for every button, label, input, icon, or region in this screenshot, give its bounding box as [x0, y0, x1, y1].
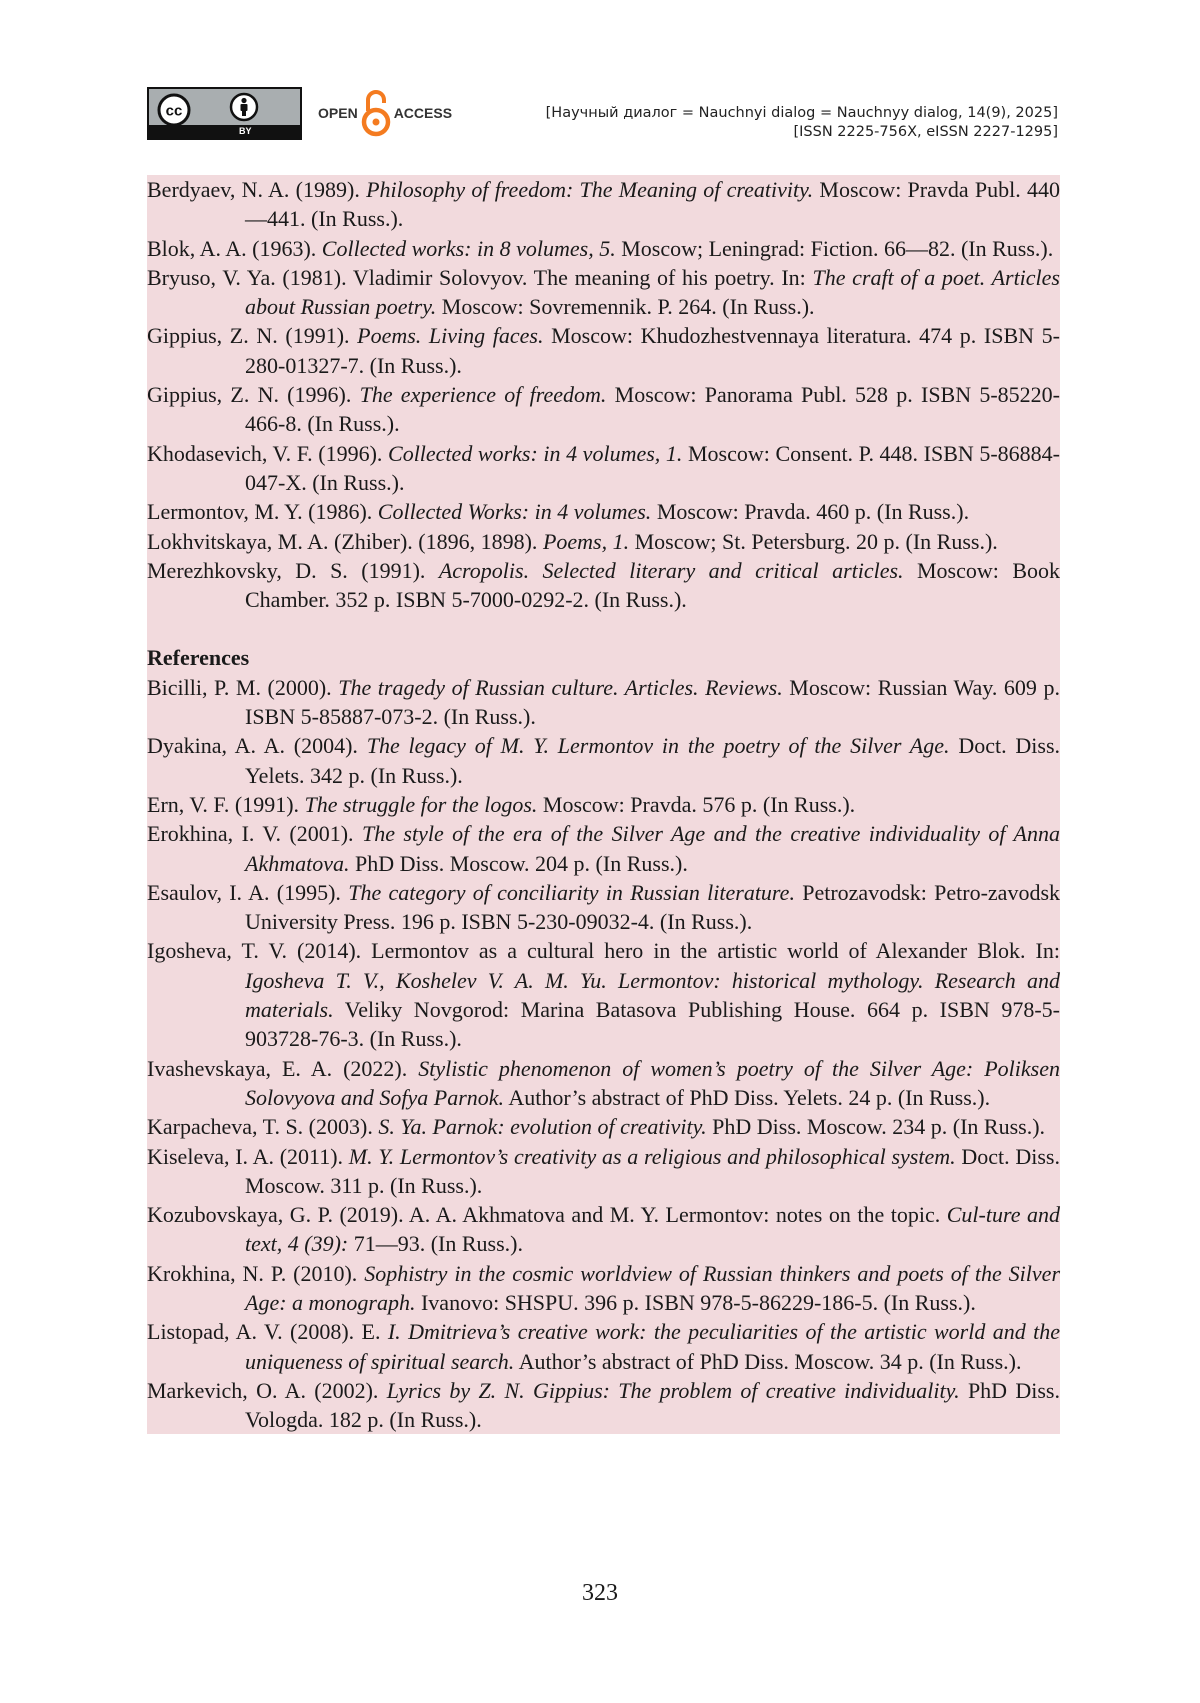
- reference-item: Erokhina, I. V. (2001). The style of the era of the Silver Age and the creative individuality of Anna Akhmatova. PhD Diss. Moscow. 204 p. (In Russ.).: [147, 821, 1060, 876]
- references-list: [147, 673, 1060, 1435]
- source-item: Lokhvitskaya, M. A. (Zhiber). (1896, 1898). Poems, 1. Moscow; St. Petersburg. 20 p. (In Russ.).: [147, 528, 998, 554]
- reference-item: Dyakina, A. A. (2004). The legacy of M. Y. Lermontov in the poetry of the Silver Age. Doct. Diss. Yelets. 342 p. (In Russ.).: [147, 733, 1061, 788]
- source-item: Merezhkovsky, D. S. (1991). Acropolis. Selected literary and critical articles. Moscow: Book Chamber. 352 p. ISBN 5-7000-0292-2. (In Russ.).: [147, 557, 1060, 613]
- references-heading: References: [147, 645, 250, 671]
- references-block: [147, 175, 1060, 1434]
- open-access-logo: [318, 86, 452, 140]
- open-access-left-text: OPEN: [318, 105, 358, 121]
- reference-item: Bicilli, P. M. (2000). The tragedy of Russian culture. Articles. Reviews. Moscow: Russian Way. 609 p. ISBN 5-85887-073-2. (In Russ.).: [147, 674, 1060, 730]
- reference-item: Kiseleva, I. A. (2011). M. Y. Lermontov’s creativity as a religious and philosophical system. Doct. Diss. Moscow. 311 p. (In Russ.).: [147, 1143, 1060, 1198]
- license-label: BY: [239, 126, 252, 136]
- source-item: Bryuso, V. Ya. (1981). Vladimir Solovyov. The meaning of his poetry. In: The craft of a poet. Articles about Russian poetry. Moscow: Sovremennik. P. 264. (In Russ.).: [147, 264, 1060, 320]
- cc-icon: [157, 93, 191, 127]
- reference-item: Igosheva, T. V. (2014). Lermontov as a cultural hero in the artistic world of Alexander Blok. In: Igosheva T. V., Koshelev V. A. M. Yu. Lermontov: historical mythology. Research and materials. Veliky Novgorod: Marina Batasova Publishing House. 664 p. ISBN 978-5-903728-76-3. (In Russ.).: [147, 938, 1060, 1052]
- open-access-lock-icon: [361, 87, 391, 139]
- source-item: Berdyaev, N. A. (1989). Philosophy of freedom: The Meaning of creativity. Moscow: Pravda Publ. 440—441. (In Russ.).: [147, 177, 1061, 232]
- page-number: 323: [582, 1580, 618, 1606]
- journal-issn-line: [ISSN 2225-756X, eISSN 2227-1295]: [793, 124, 1058, 140]
- reference-item: Karpacheva, T. S. (2003). S. Ya. Parnok: evolution of creativity. PhD Diss. Moscow. 234 p. (In Russ.).: [147, 1114, 1046, 1140]
- reference-item: Ivashevskaya, E. A. (2022). Stylistic phenomenon of women’s poetry of the Silver Age: Poliksen Solovyova and Sofya Parnok. Author’s abstract of PhD Diss. Yelets. 24 p. (In Russ.).: [147, 1055, 1060, 1110]
- journal-title-line: [Научный диалог = Nauchnyi dialog = Nauchnyy dialog, 14(9), 2025]: [545, 105, 1058, 121]
- svg-text:cc: cc: [165, 102, 183, 120]
- source-item: Khodasevich, V. F. (1996). Collected works: in 4 volumes, 1. Moscow: Consent. P. 448. ISBN 5-86884-047-X. (In Russ.).: [147, 440, 1060, 495]
- reference-item: Krokhina, N. P. (2010). Sophistry in the cosmic worldview of Russian thinkers and poets of the Silver Age: a monograph. Ivanovo: SHSPU. 396 p. ISBN 978-5-86229-186-5. (In Russ.).: [147, 1260, 1060, 1315]
- source-item: Gippius, Z. N. (1996). The experience of freedom. Moscow: Panorama Publ. 528 p. ISBN 5-85220-466-8. (In Russ.).: [147, 382, 1061, 437]
- license-strip: [149, 125, 300, 138]
- attribution-person-icon: [229, 92, 259, 122]
- reference-item: Markevich, O. A. (2002). Lyrics by Z. N. Gippius: The problem of creative individuality. PhD Diss. Vologda. 182 p. (In Russ.).: [147, 1377, 1060, 1433]
- sources-list: [147, 175, 1060, 614]
- reference-item: Kozubovskaya, G. P. (2019). A. A. Akhmatova and M. Y. Lermontov: notes on the topic. Cul-ture and text, 4 (39): 71—93. (In Russ.).: [147, 1202, 1060, 1257]
- open-access-right-text: ACCESS: [393, 105, 453, 121]
- source-item: Lermontov, M. Y. (1986). Collected Works: in 4 volumes. Moscow: Pravda. 460 p. (In Russ.).: [147, 499, 970, 525]
- reference-item: Esaulov, I. A. (1995). The category of conciliarity in Russian literature. Petrozavodsk: Petro-zavodsk University Press. 196 p. ISBN 5-230-09032-4. (In Russ.).: [147, 879, 1061, 935]
- source-item: Blok, A. A. (1963). Collected works: in 8 volumes, 5. Moscow; Leningrad: Fiction. 66—82. (In Russ.).: [147, 235, 1054, 261]
- reference-item: Listopad, A. V. (2008). E. I. Dmitrieva’s creative work: the peculiarities of the artistic world and the uniqueness of spiritual search. Author’s abstract of PhD Diss. Moscow. 34 p. (In Russ.).: [147, 1319, 1060, 1374]
- reference-item: Ern, V. F. (1991). The struggle for the logos. Moscow: Pravda. 576 p. (In Russ.).: [147, 791, 856, 817]
- journal-citation-header: [546, 104, 1058, 142]
- source-item: Gippius, Z. N. (1991). Poems. Living faces. Moscow: Khudozhestvennaya literatura. 474 p. ISBN 5-280-01327-7. (In Russ.).: [147, 323, 1060, 378]
- section-spacer: [147, 614, 1060, 643]
- cc-by-license-badge: [147, 87, 302, 140]
